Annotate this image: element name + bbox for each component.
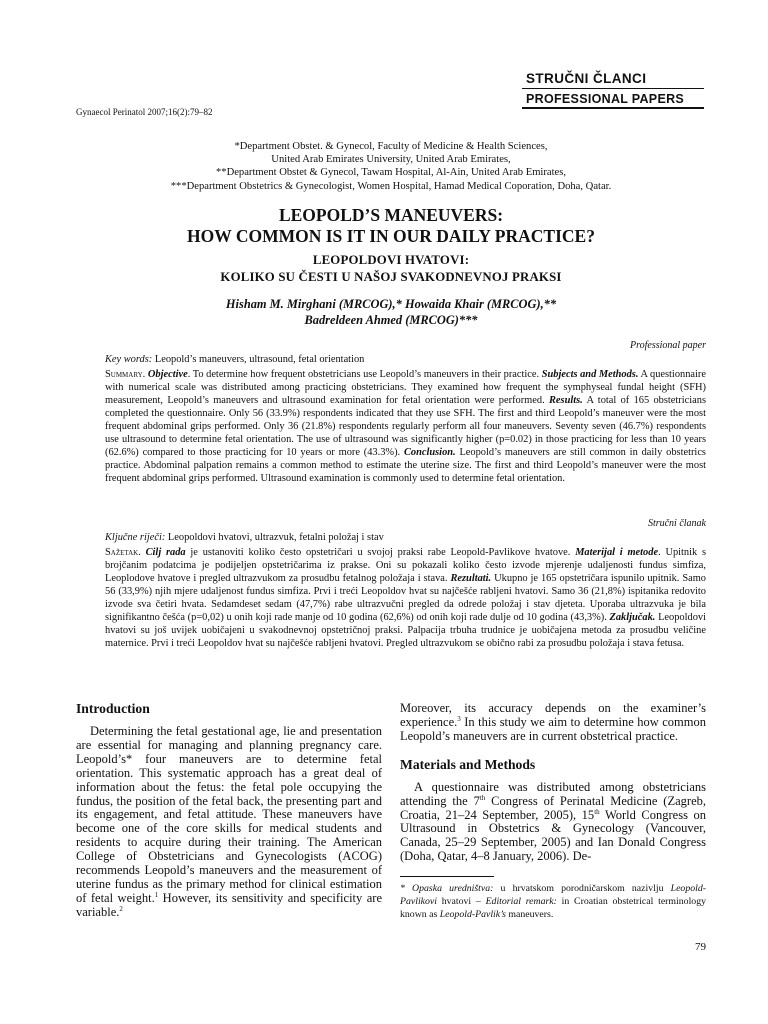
keywords-label: Ključne riječi: [105, 532, 166, 543]
body-column-left [76, 701, 382, 920]
summary-hr [105, 547, 706, 651]
subtitle-line-2: KOLIKO SU ČESTI U NAŠOJ SVAKODNEVNOJ PRAKSI [220, 270, 562, 284]
methods-paragraph [400, 781, 706, 864]
authors [76, 296, 706, 328]
journal-reference: Gynaecol Perinatol 2007;16(2):79–82 [76, 107, 213, 117]
intro-text: Determining the fetal gestational age, lie and presentation are essential for managing and planning pregnancy care. Leopold’s* four maneuvers are to determine fetal orientation. This systematic approach has a great deal of information about the fetus: the fetal pole occupying the fundus, the position of the fetal back, the presenting part and its engagement, and fetal attitude. These maneuvers have become one of the core skills for medical students and residents to acquire during their training. The American College of Obstetricians and Gynecologists (ACOG) recommends Leopold’s maneuvers and the measurement of uterine fundus as the primary method for clinical estimation of fetal weight. [76, 724, 382, 905]
page-number: 79 [695, 941, 706, 953]
keywords-label: Key words: [105, 354, 153, 365]
affiliation-line: *Department Obstet. & Gynecol, Faculty of Medicine & Health Sciences, [234, 141, 548, 152]
section-label-en: PROFESSIONAL PAPERS [526, 92, 685, 106]
paper-subtitle [76, 252, 706, 286]
title-line-2: HOW COMMON IS IT IN OUR DAILY PRACTICE? [187, 226, 595, 246]
affiliation-line: **Department Obstet & Gynecol, Tawam Hospital, Al-Ain, United Arab Emirates, [215, 167, 567, 179]
keywords-text: Leopoldovi hvatovi, ultrazvuk, fetalni položaj i stav [167, 532, 384, 543]
ordinal-suffix: th [479, 793, 486, 802]
affiliation-line: United Arab Emirates University, United Arab Emirates, [271, 154, 511, 166]
citation-ref: 2 [119, 904, 123, 913]
conclusion-label: Zaključak. [609, 611, 656, 623]
footnote-text: in Croatian obstetrical terminology known as [400, 896, 706, 920]
affiliation-line: ***Department Obstetrics & Gynecologist, Women Hospital, Hamad Medical Coporation, Doha, Qatar. [170, 180, 612, 192]
intro-paragraph [76, 725, 382, 920]
footnote-term: Leopold-Pavlik’s [439, 909, 506, 920]
results-label: Results. [549, 394, 583, 406]
results-text: A total of 165 obstetricians completed the questionnaire. Only 56 (33.9%) respondents indicated that they use SFH. The first and third Leopold’s maneuver were the most frequent abdominal grips performed. Only 36 (21.8%) respondents regularly perform all four maneuvers. Seventy seven (46.7%) respondents use ultrasound to determine fetal orientation. The use of ultrasound was significantly higher (p=0.02) in those practicing for less than 10 years (62.6%) compared to those practicing for 10 years or more (43.3%). [105, 394, 706, 458]
ordinal-suffix: th [594, 807, 600, 816]
keywords-text: Leopold’s maneuvers, ultrasound, fetal orientation [154, 354, 365, 365]
keywords-hr [105, 532, 706, 545]
objective-text: . To determine how frequent obstetricians use Leopold’s maneuvers in their practice. [187, 369, 540, 380]
summary-label: Sažetak. [105, 547, 141, 558]
methods-text: A questionnaire with numerical scale was distributed among practicing obstetricians. They examined how frequent the symphyseal fundal height (SFH) measurement, Leopold’s maneuvers and ultrasound examination for fetal orientation were performed. [105, 369, 706, 406]
footnote-text: hvatovi – [437, 896, 486, 907]
paper-type-hr: Stručni članak [647, 518, 706, 529]
header-rule-bottom [522, 107, 704, 109]
footnote-text: maneuvers. [505, 909, 554, 920]
citation-ref: 3 [457, 714, 461, 723]
header-rule-top [522, 88, 704, 89]
intro-cont-text: Moreover, its accuracy depends on the examiner’s experience. [400, 701, 706, 729]
intro-continuation [400, 702, 706, 744]
footnote-term: Leopold-Pavlikovi [400, 883, 706, 907]
intro-text-end: However, its sensitivity and specificity are variable. [76, 890, 383, 919]
methods-heading: Materials and Methods [400, 756, 536, 772]
paper-title [76, 205, 706, 247]
aim-text: je ustanoviti koliko često opstetričari u svojoj praksi rabe Leopold-Pavlikove hvatove. [190, 547, 571, 558]
title-line-1: LEOPOLD’S MANEUVERS: [278, 205, 504, 225]
summary-en [105, 369, 706, 486]
footnote-label-2: Editorial remark: [485, 896, 557, 907]
methods-text-b: Congress of Perinatal Medicine (Zagreb, Croatia, 21–24 September, 2005), 15 [400, 793, 706, 822]
methods-text-a: A questionnaire was distributed among obstetricians attending the 7 [400, 779, 706, 808]
objective-label: Objective [147, 369, 188, 380]
intro-heading: Introduction [76, 701, 150, 716]
authors-line-2: Badreldeen Ahmed (MRCOG)*** [304, 313, 478, 327]
footnote-text: u hrvatskom porodničarskom nazivlju [493, 883, 671, 894]
results-label: Rezultati. [450, 572, 492, 584]
keywords-en [105, 354, 706, 367]
conclusion-text: Leopoldovi hvatovi su još uvijek uobičajeni u svakodnevnoj opstetričnoj praksi. Palpacija trbuha trudnice je uobičajena metoda za prosudbu veličine maternice. Prvi i treći Leopoldov hvat su najčešće rabljeni hvatovi. Pregled ultrazvukom se obično rabi za prosudbu položaja i stava fetusa. [105, 611, 706, 649]
footnote [400, 882, 706, 921]
conclusion-label: Conclusion. [403, 446, 456, 458]
paper-type-en: Professional paper [629, 340, 706, 351]
conclusion-text: Leopold’s maneuvers are still common in daily obstetrics practice. Abdominal palpation remains a common method to estimate the uterine size. The first and third Leopold’s maneuver were the most frequent abdominal grips performed. Ultrasound examination is commonly used to determine fetal orientation. [105, 446, 706, 484]
affiliations [76, 140, 706, 193]
citation-ref: 1 [154, 890, 159, 899]
intro-cont-end: In this study we aim to determine how common Leopold’s maneuvers are in current obstetrical practice. [400, 714, 706, 743]
footnote-rule [400, 876, 494, 877]
section-label-hr: STRUČNI ČLANCI [526, 71, 647, 86]
methods-text: . Upitnik s brojčanim podatcima je podijeljen opstetričarima iz prakse. Oni su pokazali koliko često izvode mjerenje udaljenosti fundus simfiza, Leoplodove hvatove i pregled ultrazvukom za prosudbu fetalnog položaja i stava. [105, 547, 707, 584]
subtitle-line-1: LEOPOLDOVI HVATOVI: [312, 253, 470, 267]
methods-text-c: World Congress on Ultrasound in Obstetrics & Gynecology (Vancouver, Canada, 25–29 September, 2005) and Ian Donald Congress (Doha, Qatar, 4–8 January, 2006). De- [400, 807, 706, 864]
methods-label: Subjects and Methods. [541, 369, 639, 380]
body-column-right [400, 702, 706, 864]
aim-label: Cilj rada [145, 547, 186, 558]
results-text: Ukupno je 165 opstetričara ispunilo upitnik. Samo 56 (33,9%) njih mjere udaljenost fundus simfiza. Prvi i treći Leopoldov hvat su najčešće rabljeni hvatovi. Samo 36 (21,8%) ispitanika redovito izvode sva četiri hvata. Sedamdeset sedam (47,7%) rabe ultrazvučni pregled da odrede položaj i stav djeteta. Uporaba ultrazvuka je bila signifikantno češća (p=0,02) u onih koji rade manje od 10 godina (62,6%) od onih koji rade dulje od 10 godina (43,3%). [105, 572, 707, 623]
methods-label: Materijal i metode [575, 547, 659, 558]
summary-label: Summary. [105, 369, 146, 380]
footnote-label: * Opaska uredništva: [400, 883, 494, 894]
authors-line-1: Hisham M. Mirghani (MRCOG),* Howaida Khair (MRCOG),** [225, 297, 557, 311]
